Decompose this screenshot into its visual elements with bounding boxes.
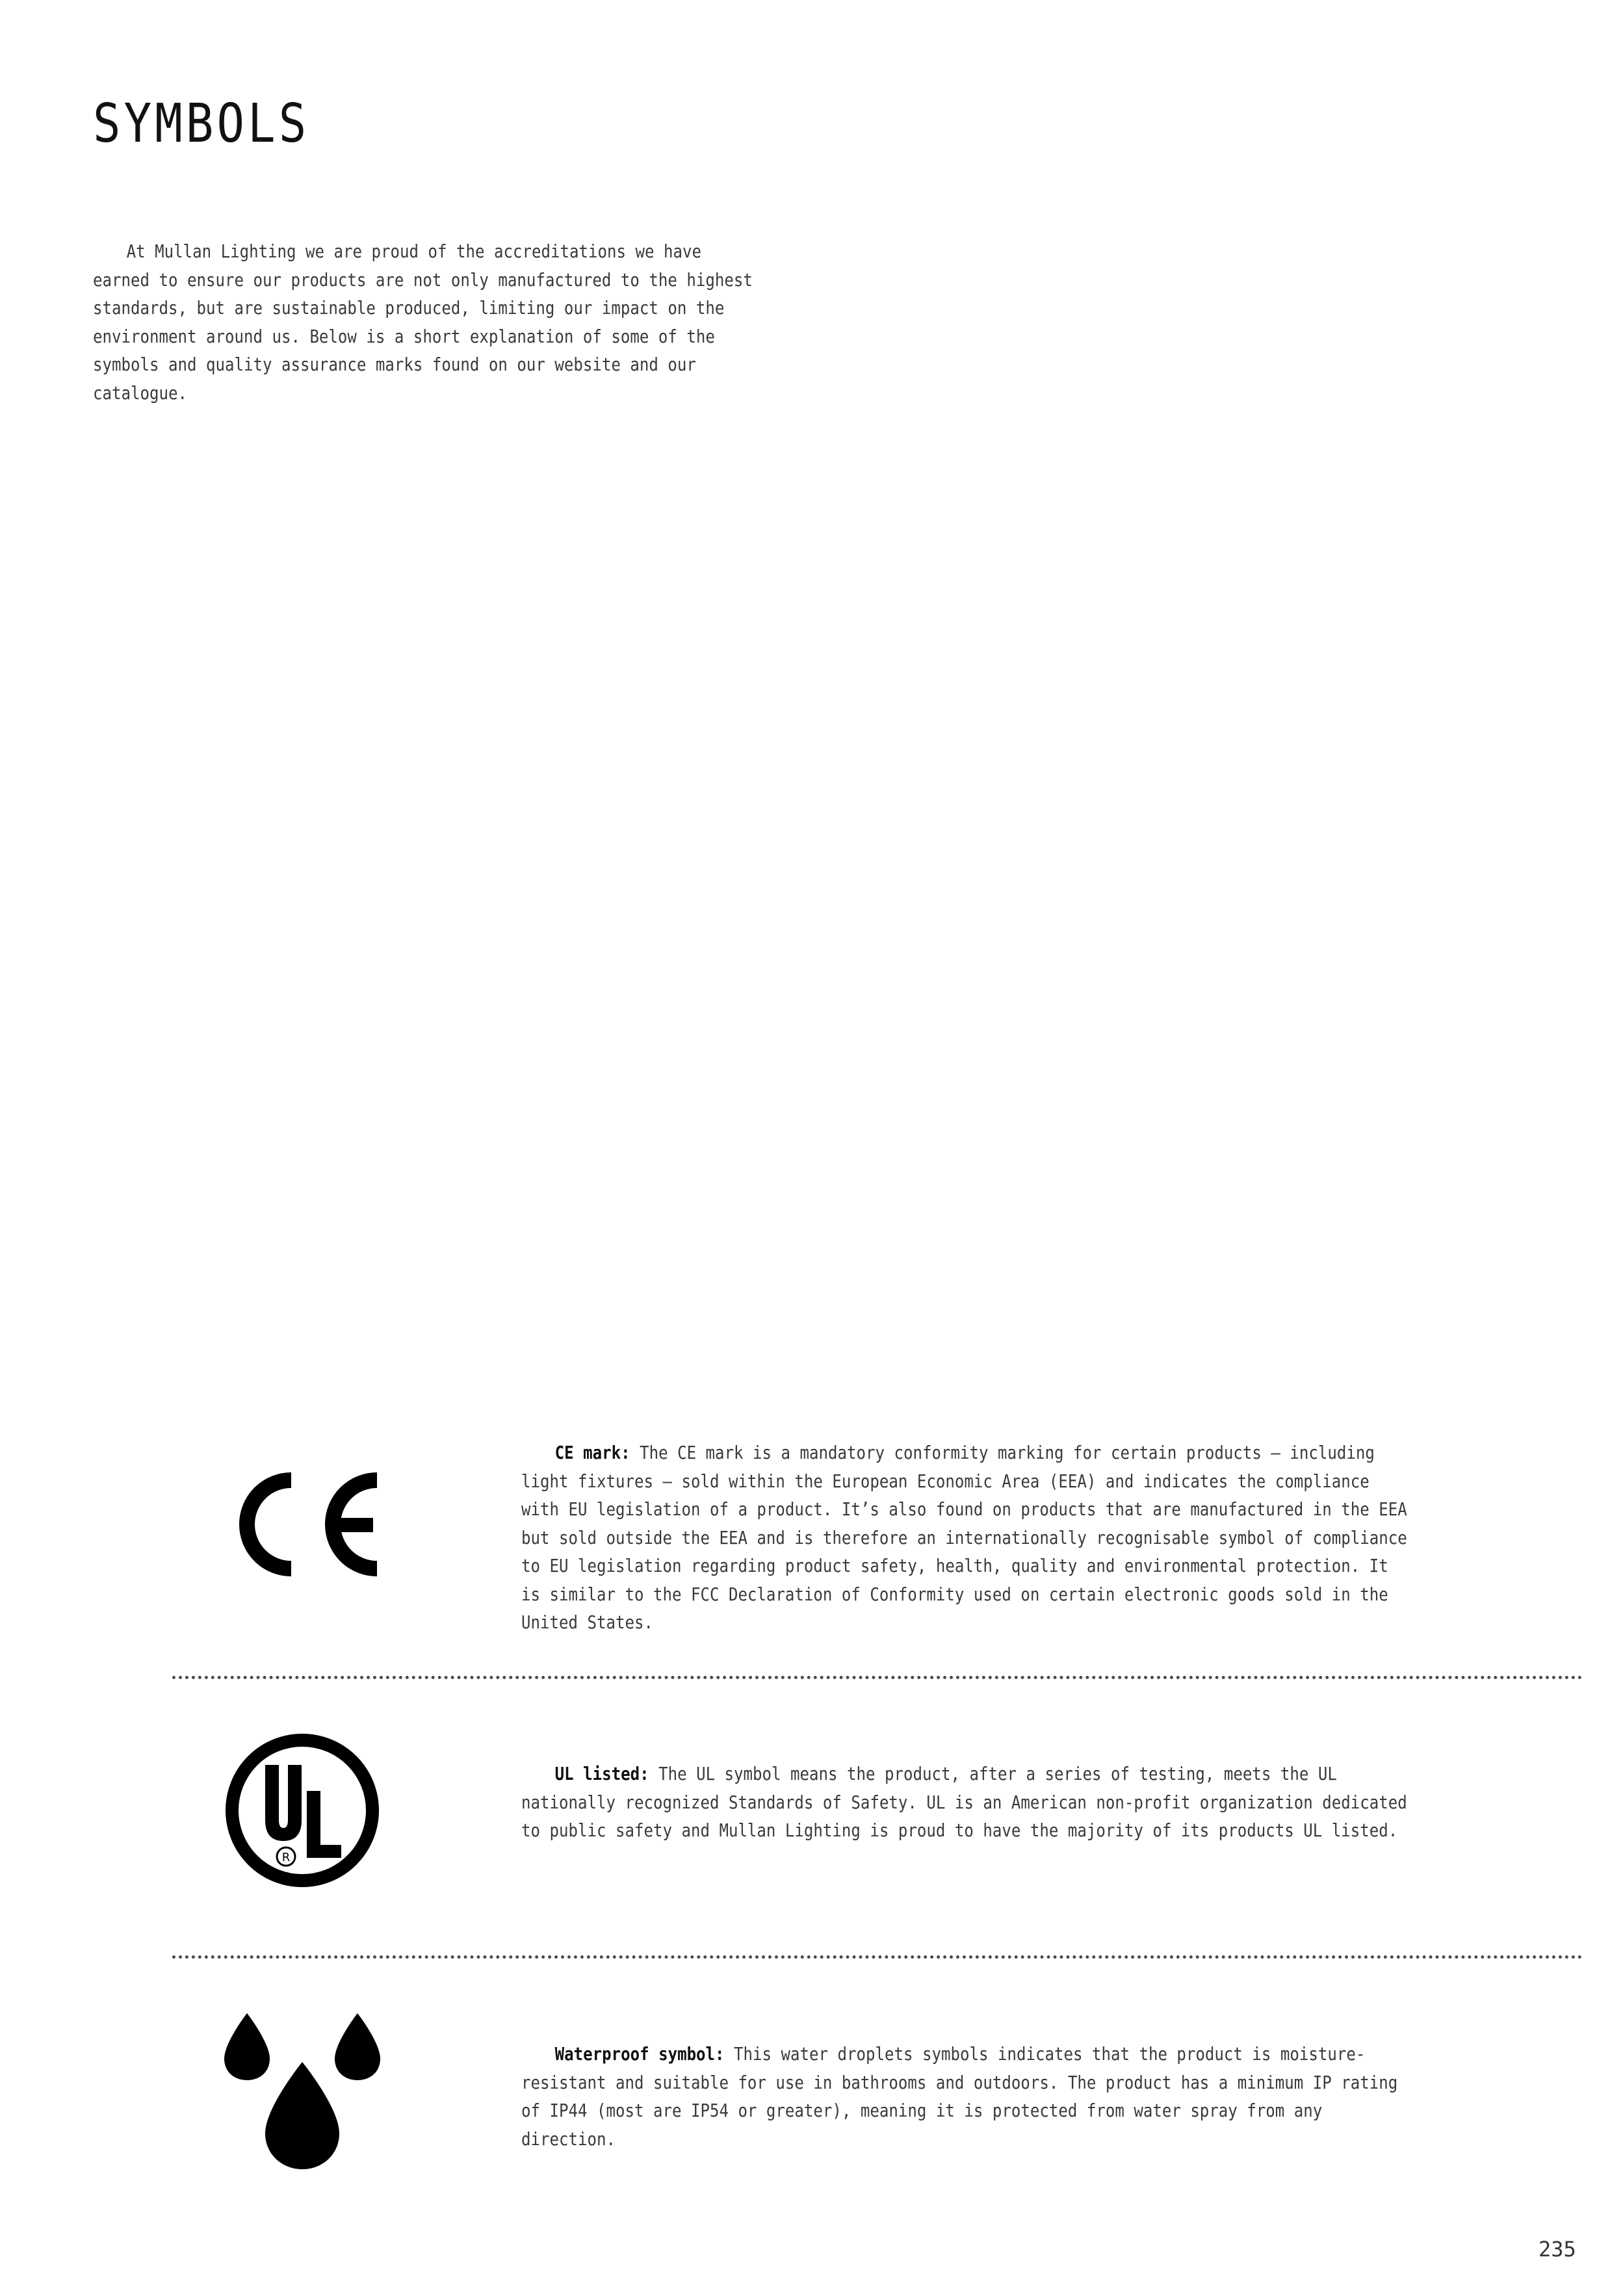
waterproof-text: This water droplets symbols indicates that the product is moisture-resistant and suitable for use in bathrooms and outdoors. The product has a minimum IP rating of IP44 (most are IP54 or greater), meaning it is protected from water spray from any direction.	[521, 2043, 1398, 2150]
page-number: 235	[1539, 2237, 1576, 2262]
water-droplets-icon	[221, 2010, 383, 2172]
ce-mark-term: CE mark:	[554, 1442, 630, 1463]
ce-mark-icon	[221, 1466, 383, 1583]
section-divider	[172, 1955, 1583, 1959]
svg-text:R: R	[281, 1851, 291, 1864]
waterproof-term: Waterproof symbol:	[554, 2043, 725, 2065]
ce-mark-text: The CE mark is a mandatory conformity marking for certain products – including light fixtures – sold within the European Economic Area (EEA) and indicates the compliance with EU legislation of a product. It’s also found on products that are manufactured in the EEA but sold outside the EEA and is therefore an internationally recognisable symbol of compliance to EU legislation regarding product safety, health, quality and environmental protection. It is similar to the FCC Declaration of Conformity used on certain electronic goods sold in the United States.	[521, 1442, 1407, 1633]
ul-listed-description	[521, 1760, 1416, 1845]
ul-listed-icon	[221, 1729, 383, 1892]
section-divider	[172, 1676, 1583, 1679]
waterproof-description	[521, 2040, 1416, 2153]
ul-listed-term: UL listed:	[554, 1763, 649, 1784]
intro-paragraph: At Mullan Lighting we are proud of the accreditations we have earned to ensure our products are not only manufactured to the highest standards, but are sustainable produced, limiting our impact on the environment around us. Below is a short explanation of some of the symbols and quality assurance marks found on our website and our catalogue.	[93, 241, 753, 404]
ce-mark-description	[521, 1439, 1416, 1637]
page-title: SYMBOLS	[93, 93, 310, 155]
ul-listed-text: The UL symbol means the product, after a series of testing, meets the UL nationally recognized Standards of Safety. UL is an American non-profit organization dedicated to public safety and Mullan Lighting is proud to have the majority of its products UL listed.	[521, 1763, 1407, 1841]
